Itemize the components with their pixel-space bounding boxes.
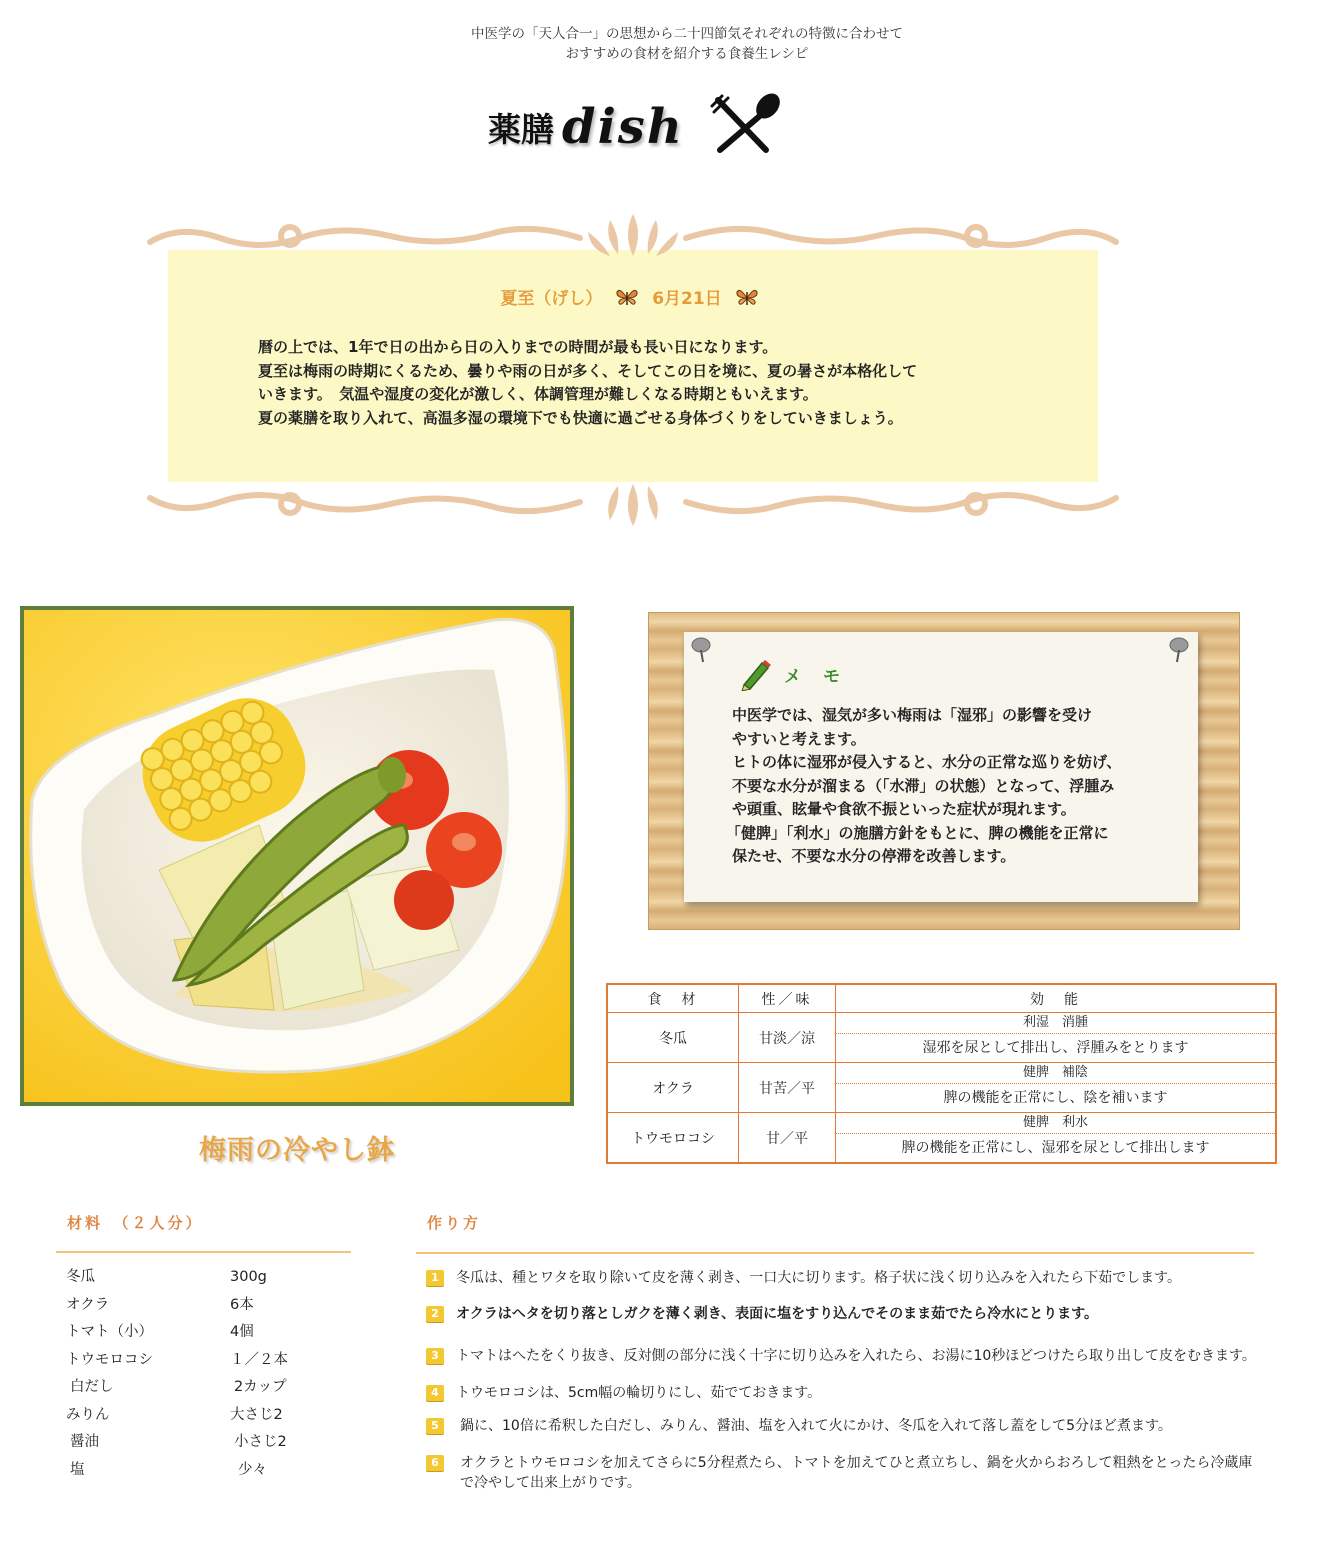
ingredient-qty: 大さじ2 (230, 1406, 283, 1423)
pencil-icon (738, 657, 772, 691)
steps-heading: 作り方 (427, 1214, 482, 1232)
step-text: 鍋に、10倍に希釈した白だし、みりん、醤油、塩を入れて火にかけ、冬瓜を入れて落し蓋をして5分ほど煮ます。 (460, 1418, 1172, 1434)
ingredient-item (66, 1376, 366, 1404)
dish-photo (20, 606, 574, 1106)
memo-line: 不要な水分が溜まる（「水滞」の状態）となって、浮腫み (732, 776, 1115, 795)
step-number: 4 (426, 1385, 444, 1401)
ornament-top (140, 212, 1126, 260)
effect-keywords: 健脾 補陰 (836, 1063, 1275, 1084)
ingredient-qty: 6本 (230, 1296, 254, 1313)
fork-spoon-icon (708, 92, 782, 156)
ingredient-name: 醤油 (70, 1434, 99, 1450)
ingredients-list (66, 1266, 366, 1486)
step-number: 5 (426, 1418, 444, 1434)
ornament-bottom (140, 480, 1126, 528)
intro-text (0, 24, 1324, 64)
cell-food: トウモロコシ (607, 1113, 739, 1164)
ingredient-name: オクラ (66, 1296, 110, 1313)
season-date: 6月21日 (652, 289, 722, 309)
step-item (426, 1416, 1276, 1436)
ingredient-item (66, 1294, 366, 1322)
ingredient-item (66, 1459, 366, 1487)
ingredient-qty: １／２本 (230, 1351, 288, 1368)
ingredient-qty: 300g (230, 1269, 267, 1285)
butterfly-icon (736, 289, 758, 307)
butterfly-icon (616, 289, 638, 307)
step-number: 6 (426, 1455, 444, 1471)
header-effect: 効 能 (836, 984, 1277, 1013)
dish-photo-illustration (24, 610, 570, 1102)
pushpin-icon (1168, 636, 1190, 664)
dish-title: 梅雨の冷やし鉢 (199, 1135, 395, 1166)
ingredient-item (66, 1349, 366, 1377)
cell-effect (836, 1013, 1277, 1063)
cell-effect (836, 1113, 1277, 1164)
memo-text (726, 704, 1176, 869)
ingredient-item (66, 1266, 366, 1294)
cell-nature: 甘淡／涼 (739, 1013, 836, 1063)
season-line: 夏の薬膳を取り入れて、高温多湿の環境下でも快適に過ごせる身体づくりをしていきましょう。 (258, 408, 903, 427)
ingredient-name: 冬瓜 (66, 1269, 95, 1285)
season-description (258, 336, 1018, 430)
ingredient-item (66, 1431, 366, 1459)
step-item (426, 1383, 1276, 1403)
step-text: オクラはヘタを切り落としガクを薄く剥き、表面に塩をすり込んでそのまま茹でたら冷水にとります。 (456, 1306, 1099, 1322)
ingredient-name: トウモロコシ (66, 1351, 153, 1368)
cell-food: オクラ (607, 1063, 739, 1113)
table-row (607, 1063, 1276, 1113)
table-header-row (607, 984, 1276, 1013)
cell-nature: 甘／平 (739, 1113, 836, 1164)
ingredient-qty: 少々 (238, 1461, 267, 1478)
season-title (168, 284, 1098, 309)
effect-description: 脾の機能を正常にし、湿邪を尿として排出します (901, 1140, 1210, 1156)
ingredient-qty: 4個 (230, 1324, 254, 1340)
step-number: 3 (426, 1348, 444, 1364)
memo-line: ヒトの体に湿邪が侵入すると、水分の正常な巡りを妨げ、 (732, 753, 1122, 771)
effects-table (606, 983, 1277, 1164)
effect-keywords: 利湿 消腫 (836, 1013, 1275, 1034)
ingredients-heading: 材料 （２人分） (67, 1214, 204, 1232)
memo-line: やすいと考えます。 (732, 729, 866, 748)
memo-line: 「健脾」「利水」の施膳方針をもとに、脾の機能を正常に (726, 823, 1109, 842)
step-number: 2 (426, 1306, 444, 1322)
season-line: 暦の上では、1年で日の出から日の入りまでの時間が最も長い日になります。 (258, 338, 778, 356)
brand-logo (488, 92, 684, 162)
step-text: トマトはへたをくり抜き、反対側の部分に浅く十字に切り込みを入れたら、お湯に10秒ほどつけたら取り出して皮をむきます。 (456, 1348, 1256, 1364)
brand-kanji: 薬膳 (488, 109, 554, 149)
memo-title: メモ (784, 667, 862, 687)
step-item (426, 1453, 1266, 1493)
ingredient-qty: 2カップ (234, 1379, 287, 1395)
memo-line: 中医学では、湿気が多い梅雨は「湿邪」の影響を受け (732, 706, 1093, 724)
pushpin-icon (690, 636, 712, 664)
memo-line: や頭重、眩暈や食欲不振といった症状が現れます。 (732, 800, 1076, 818)
intro-line-2: おすすめの食材を紹介する食養生レシピ (565, 46, 809, 62)
step-text: オクラとトウモロコシを加えてさらに5分程煮たら、トマトを加えてひと煮立ちし、鍋を火からおろして粗熱をとったら冷蔵庫で冷やして出来上がりです。 (460, 1455, 1253, 1491)
table-row (607, 1113, 1276, 1164)
steps-divider (416, 1252, 1254, 1254)
step-item (426, 1268, 1276, 1288)
table-row (607, 1013, 1276, 1063)
season-line: 夏至は梅雨の時期にくるため、曇りや雨の日が多く、そしてこの日を境に、夏の暑さが本格化して (258, 361, 918, 380)
step-number: 1 (426, 1270, 444, 1286)
cell-food: 冬瓜 (607, 1013, 739, 1063)
header-food: 食 材 (607, 984, 739, 1013)
ingredient-name: みりん (66, 1406, 110, 1423)
effect-keywords: 健脾 利水 (836, 1113, 1275, 1134)
ingredient-name: 塩 (70, 1461, 85, 1478)
cell-nature: 甘苦／平 (739, 1063, 836, 1113)
effect-description: 脾の機能を正常にし、陰を補います (943, 1090, 1168, 1106)
intro-line-1: 中医学の「天人合一」の思想から二十四節気それぞれの特徴に合わせて (471, 26, 903, 42)
effect-description: 湿邪を尿として排出し、浮腫みをとります (922, 1040, 1189, 1056)
season-line: いきます。 気温や湿度の変化が激しく、体調管理が難しくなる時期ともいえます。 (258, 385, 818, 403)
memo-line: 保たせ、不要な水分の停滞を改善します。 (732, 847, 1016, 865)
cell-effect (836, 1063, 1277, 1113)
step-item (426, 1304, 1276, 1324)
step-text: 冬瓜は、種とワタを取り除いて皮を薄く剥き、一口大に切ります。格子状に浅く切り込みを入れたら下茹でします。 (456, 1270, 1182, 1286)
header-nature: 性／味 (739, 984, 836, 1013)
step-item (426, 1346, 1276, 1366)
ingredient-item (66, 1321, 366, 1349)
step-text: トウモロコシは、5cm幅の輪切りにし、茹でておきます。 (456, 1385, 822, 1401)
ingredient-qty: 小さじ2 (234, 1434, 287, 1450)
ingredient-name: 白だし (70, 1379, 114, 1395)
brand-latin: dish (562, 99, 684, 155)
ingredients-divider (56, 1251, 351, 1253)
season-name: 夏至（げし） (500, 289, 603, 309)
ingredient-item (66, 1404, 366, 1432)
ingredient-name: トマト（小） (66, 1324, 153, 1340)
